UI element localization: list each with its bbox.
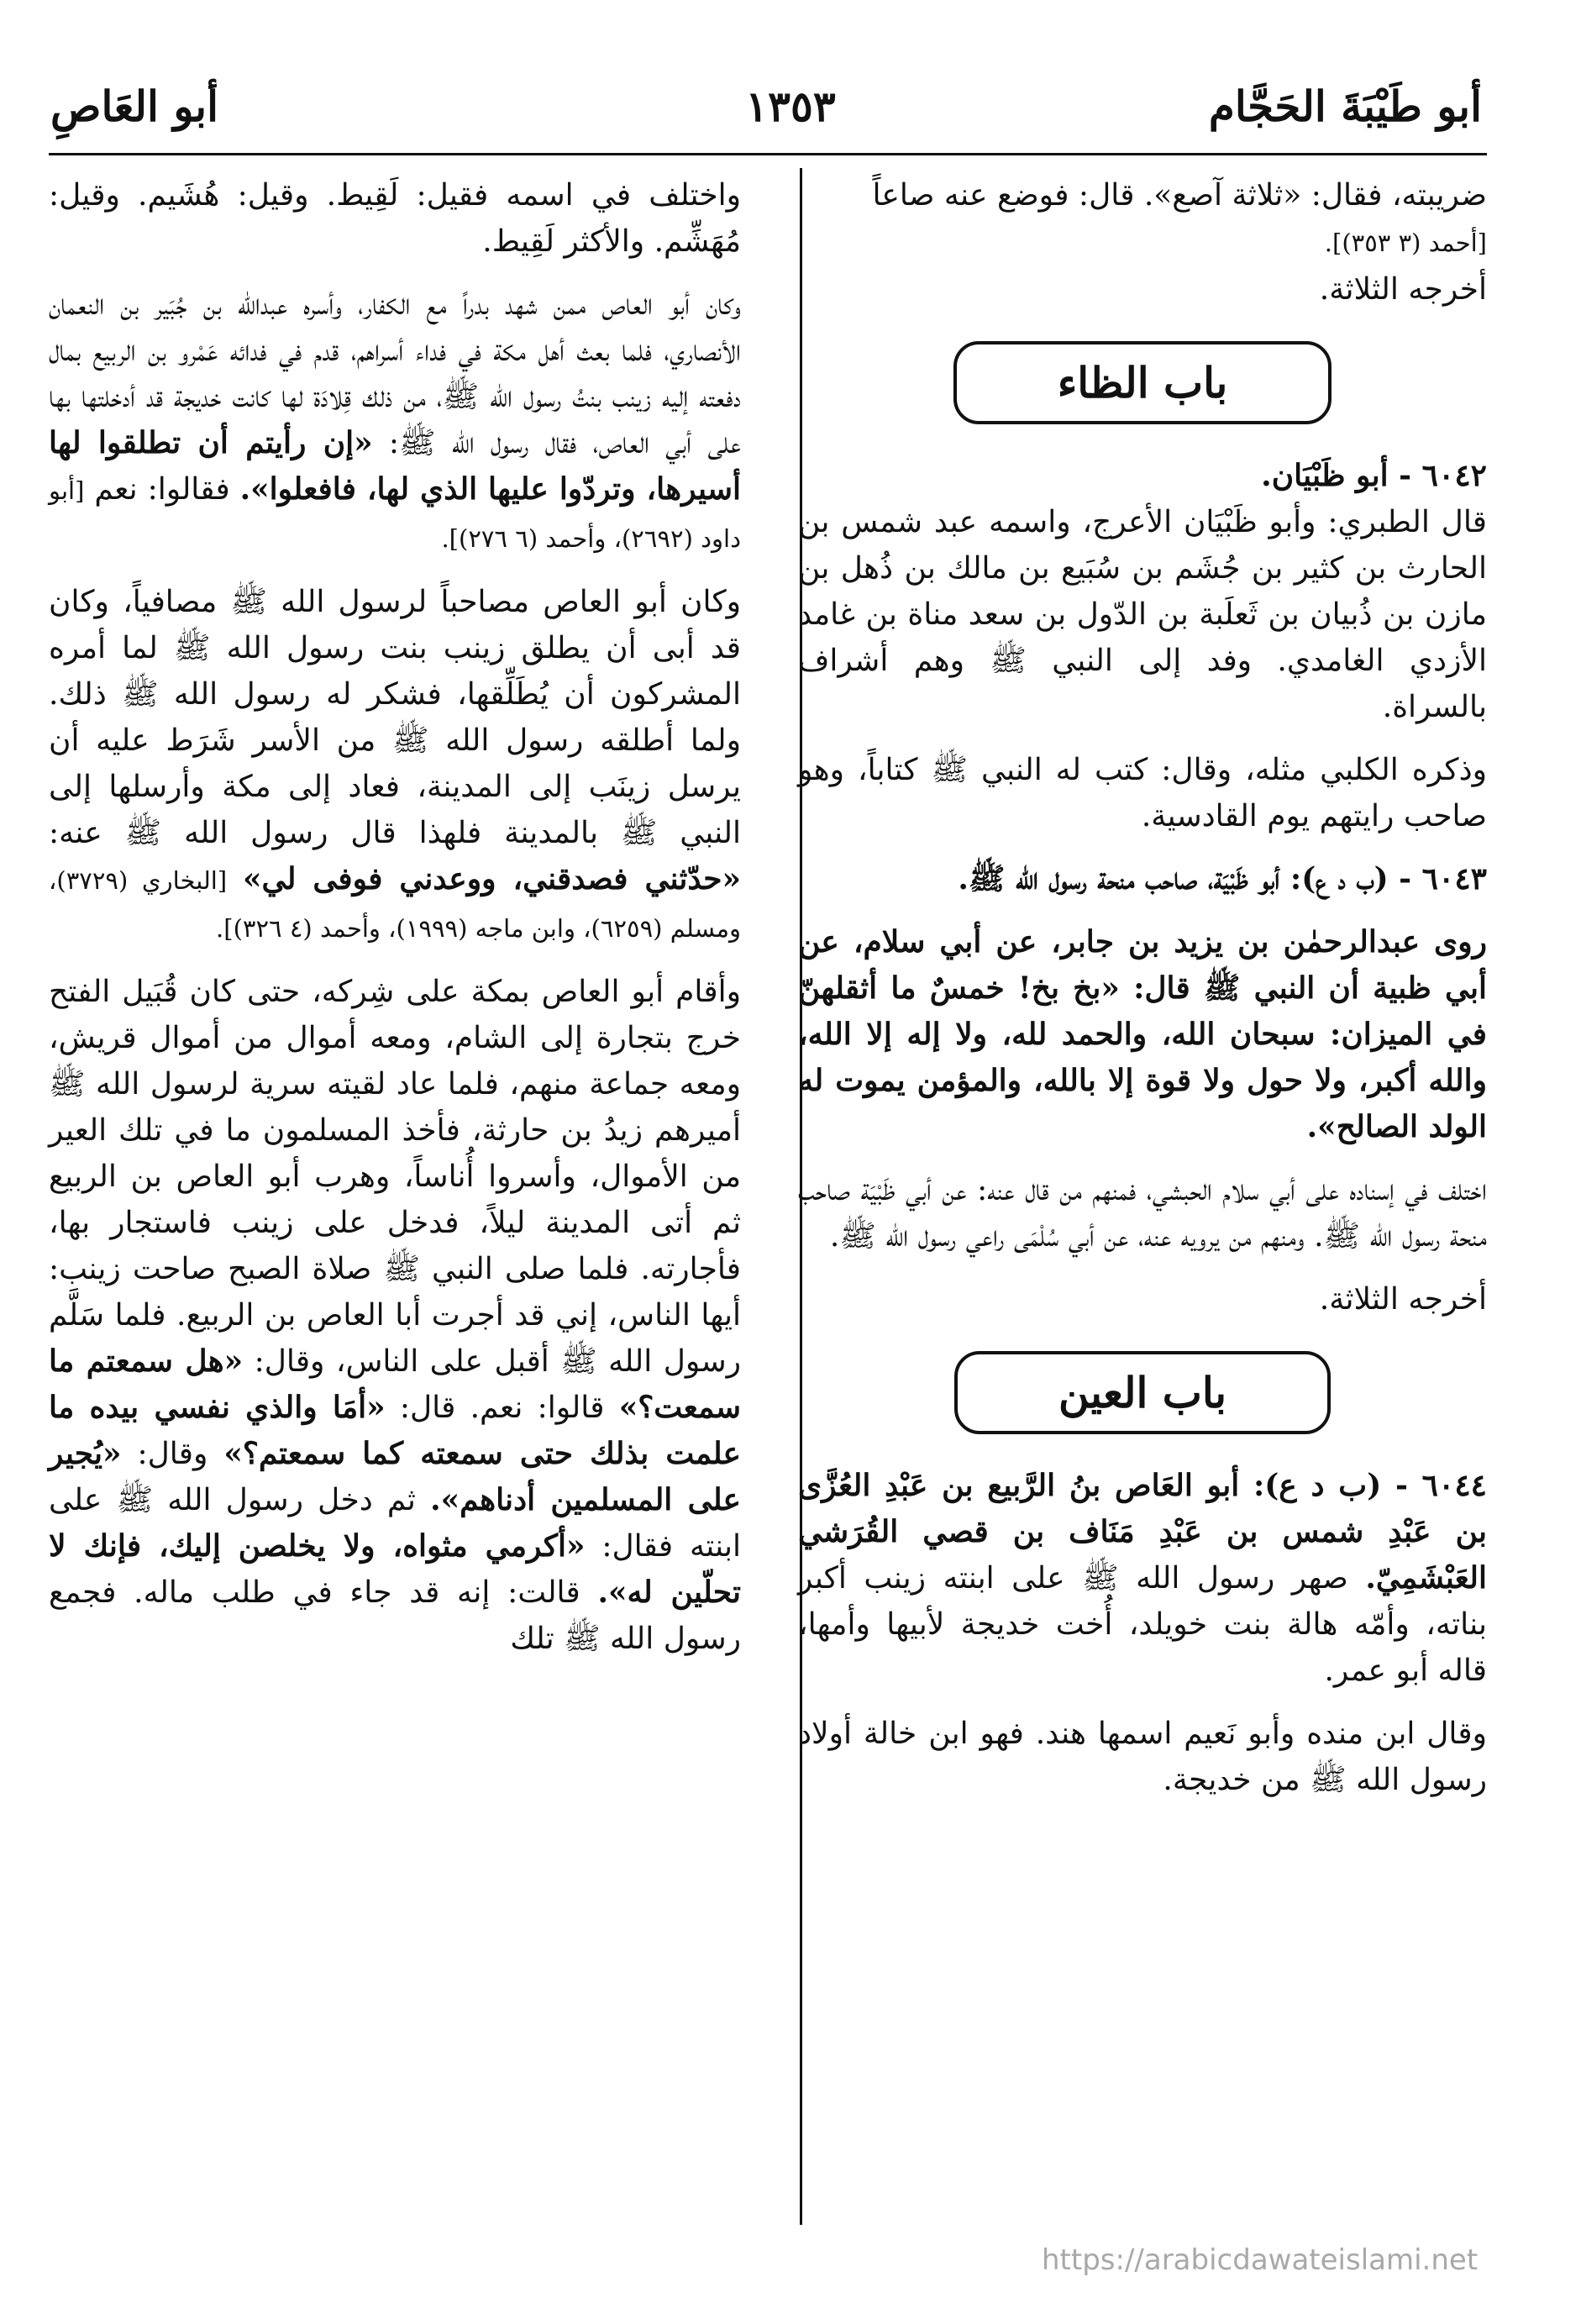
running-head-right: أبو طَيْبَةَ الحَجَّام	[1208, 81, 1482, 131]
left-column	[49, 172, 741, 1679]
intro-takhrij: أخرجه الثلاثة.	[1319, 272, 1487, 307]
badr-reference: [أبو داود (٢٦٩٢)، وأحمد (٦ ٢٧٦)].	[49, 476, 741, 553]
running-head-left: أبو العَاصِ	[50, 81, 218, 131]
header-rule	[49, 153, 1487, 155]
section-box-ta-wrap	[798, 341, 1487, 424]
intro-paragraph	[798, 172, 1487, 313]
caravan-quote-2: «أمَا والذي نفسي بيده ما علمت بذلك حتى سمعته كما سمعتم؟»	[49, 1390, 741, 1471]
companionship-text: وكان أبو العاص مصاحباً لرسول الله ﷺ مصافياً، وكان قد أبى أن يطلق زينب بنت رسول الله ﷺ لما أمره المشركون أن يُطَلِّقها، فشكر له رسول الله ﷺ ذلك. ولما أطلقه رسول الله ﷺ من الأسر شَرَط عليه أن يرسل زينَب إلى المدينة، فعاد إلى مكة وأرسلها إلى النبي ﷺ بالمدينة فلهذا قال رسول الله ﷺ عنه:	[49, 585, 741, 850]
caravan-mid-1: قالوا: نعم. قال:	[399, 1391, 605, 1425]
caravan-end: قالت: إنه قد جاء في طلب ماله. فجمع رسول الله ﷺ تلك	[49, 1575, 741, 1656]
section-heading-ta: باب الظاء	[953, 341, 1332, 424]
watermark-url: https://arabicdawateislami.net	[1042, 2243, 1479, 2277]
section-heading-ain: باب العين	[954, 1351, 1331, 1434]
entry-6043-paragraph-2: اختلف في إسناده على أبي سلام الحبشي، فمنهم من قال عنه: عن أبي ظَبْيَة صاحب منحة رسول الله ﷺ. ومنهم من يرويه عنه، عن أبي سُلْمَى راعي رسول الله ﷺ.	[798, 1173, 1487, 1254]
badr-hadith: «إن رأيتم أن تطلقوا لها أسيرها، وتردّوا عليها الذي لها، فافعلوا».	[49, 425, 742, 507]
caravan-mid-2: وقال:	[137, 1437, 208, 1471]
entry-6044-heading: ٦٠٤٤ - (ب د ع): أبو العَاص بنُ الرَّبيع بن عَبْدِ العُزَّى بن عَبْدِ شمس بن عَبْدِ مَنَاف بن قصي القُرَشي العَبْشَمِيّ.	[798, 1468, 1487, 1596]
companionship-hadith: «حدّثني فصدقني، ووعدني فوفى لي»	[243, 861, 741, 896]
section-box-ain-wrap	[798, 1351, 1487, 1434]
entry-6042-paragraph-2: وذكره الكلبي مثله، وقال: كتب له النبي ﷺ كتاباً، وهو صاحب رايتهم يوم القادسية.	[798, 753, 1487, 833]
entry-6043	[798, 856, 1487, 902]
entry-6044-paragraph-2: وقال ابن منده وأبو نَعيم اسمها هند. فهو ابن خالة أولاد رسول الله ﷺ من خديجة.	[798, 1717, 1487, 1797]
entry-6043-heading: ٦٠٤٣ - (ب د ع): أبو ظَبْيَة، صاحب منحة رسول الله ﷺ.	[958, 861, 1487, 896]
entry-6042	[798, 453, 1487, 730]
badr-text: وكان أبو العاص ممن شهد بدراً مع الكفار، وأسره عبدالله بن جُبَير بن النعمان الأنصاري، فلما بعث أهل مكة في فداء أسراهم، قدم في فدائه عَمْرو بن الربيع بمال دفعته إليه زينب بنتُ رسول الله ﷺ، من ذلك قِلادَة لها كانت خديجة قد أدخلتها بها على أبي العاص، فقال رسول الله ﷺ:	[49, 287, 741, 460]
caravan-quote-1: «هل سمعتم ما سمعت؟»	[49, 1343, 741, 1425]
intro-text: ضريبته، فقال: «ثلاثة آصع». قال: فوضع عنه صاعاً	[872, 178, 1487, 213]
caravan-text: وأقام أبو العاص بمكة على شِركه، حتى كان قُبَيل الفتح خرج بتجارة إلى الشام، ومعه أموال من أموال قريش، ومعه جماعة منهم، فلما عاد لقيته سرية لرسول الله ﷺ أميرهم زيدُ بن حارثة، فأخذ المسلمون ما في تلك العير من الأموال، وأسروا أُناساً، وهرب أبو العاص بن الربيع ثم أتى المدينة ليلاً، فدخل على زينب فاستجار بها، فأجارته. فلما صلى النبي ﷺ صلاة الصبح صاحت زينب: أيها الناس، إني قد أجرت أبا العاص بن الربيع. فلما سَلَّم رسول الله ﷺ أقبل على الناس، وقال:	[49, 975, 741, 1379]
caravan-quote-4: «أكرمي مثواه، ولا يخلصن إليك، فإنك لا تحلّين له».	[49, 1528, 742, 1610]
caravan-paragraph	[49, 969, 741, 1662]
page-number: ١٣٥٣	[745, 81, 836, 131]
entry-6043-hadith: روى عبدالرحمٰن بن يزيد بن جابر، عن أبي سلام، عن أبي ظبية أن النبي ﷺ قال: «بخ بخ! خمسٌ ما أثقلهنّ في الميزان: سبحان الله، والحمد لله، ولا إله إلا الله، والله أكبر، ولا حول ولا قوة إلا بالله، والمؤمن يموت له الولد الصالح».	[798, 924, 1487, 1144]
caravan-mid-3: ثم دخل رسول الله ﷺ على ابنته فقال:	[49, 1483, 741, 1564]
intro-reference: [أحمد (٣ ٣٥٣)].	[1324, 229, 1487, 257]
entry-6042-heading: ٦٠٤٢ - أبو ظَبْيَان.	[1261, 458, 1487, 493]
entry-6044-text: صهر رسول الله ﷺ على ابنته زينب أكبر بناته، وأمّه هالة بنت خويلد، أُخت خديجة لأبيها وأمها، قاله أبو عمر.	[798, 1561, 1487, 1688]
companionship-reference: [البخاري (٣٧٢٩)، ومسلم (٦٢٥٩)، وابن ماجه (١٩٩٩)، وأحمد (٤ ٣٢٦)].	[49, 866, 741, 943]
badr-tail: فقالوا: نعم	[94, 472, 230, 507]
entry-6044	[798, 1463, 1487, 1694]
caravan-quote-3: «يُجير على المسلمين أدناهم».	[49, 1436, 741, 1517]
badr-captivity-paragraph	[49, 281, 741, 562]
name-variants-paragraph: واختلف في اسمه فقيل: لَقِيط. وقيل: هُشَيم. وقيل: مُهَشِّم. والأكثر لَقِيط.	[49, 178, 741, 259]
companionship-paragraph	[49, 579, 741, 952]
right-column	[798, 172, 1487, 1820]
entry-6042-text: قال الطبري: وأبو ظَبْيَان الأعرج، واسمه عبد شمس بن الحارث بن كثير بن جُشَم بن سُبَيع بن مالك بن ذُهل بن مازن بن ذُبيان بن ثَعلَبة بن الدّول بن سعد مناة بن غامد الأزدي الغامدي. وفد إلى النبي ﷺ وهم أشراف بالسراة.	[798, 505, 1487, 724]
entry-6043-takhrij: أخرجه الثلاثة.	[1319, 1282, 1487, 1317]
